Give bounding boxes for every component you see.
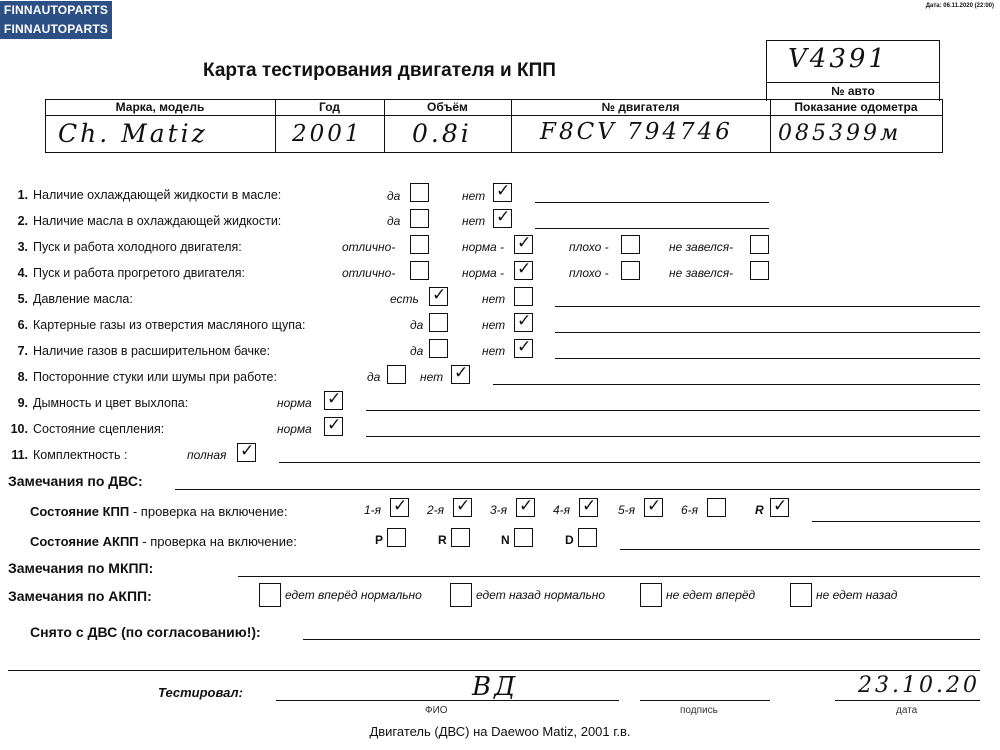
remarks-dvs-label: Замечания по ДВС: (8, 473, 143, 489)
question-9: 9. Дымность и цвет выхлопа: (17, 396, 189, 410)
date-caption: дата (896, 705, 918, 716)
question-1: 1. Наличие охлаждающей жидкости в масле: (17, 188, 282, 202)
gear-label: 6-я (681, 503, 699, 517)
option-da-label: да (387, 214, 401, 228)
option-ne-zavelsya-label: не завелся- (669, 240, 734, 254)
checkbox-q10-norma[interactable] (324, 417, 343, 436)
option-net-label: нет (462, 189, 486, 203)
image-caption: Двигатель (ДВС) на Daewoo Matiz, 2001 г.в. (369, 724, 631, 739)
removed-line[interactable] (303, 639, 980, 640)
checkbox-q3-plokho[interactable] (621, 235, 640, 254)
option-plokho-label: плохо - (569, 266, 609, 280)
checkbox-q11-polnaya[interactable] (237, 443, 256, 462)
checkbox-akpp-n[interactable] (514, 528, 533, 547)
notes-line (555, 358, 980, 359)
question-11: 11. Комплектность : (11, 448, 128, 462)
option-da-label: да (367, 370, 381, 384)
notes-line (555, 306, 980, 307)
akpp-mode-label: N (501, 533, 510, 547)
option-ne-zavelsya-label: не завелся- (669, 266, 734, 280)
checkbox-akpp-r[interactable] (451, 528, 470, 547)
col-year-header: Год (319, 100, 340, 114)
notes-line (493, 384, 980, 385)
gear-label: 4-я (553, 503, 571, 517)
divider (766, 82, 940, 83)
akpp-mode-label: P (375, 533, 384, 547)
option-da-label: да (387, 189, 401, 203)
checkbox-q7-da[interactable] (429, 339, 448, 358)
auto-number-value: V4391 (788, 44, 888, 74)
option-da-label: да (410, 344, 424, 358)
akpp-option-label: едет назад нормально (476, 588, 606, 602)
checkbox-q4-ne-zavelsya[interactable] (750, 261, 769, 280)
option-est-label: есть (390, 292, 419, 306)
checkbox-gear-5[interactable] (644, 498, 663, 517)
option-plokho-label: плохо - (569, 240, 609, 254)
checkbox-akpp-no-back[interactable] (790, 583, 812, 607)
gear-label: 2-я (427, 503, 445, 517)
option-otlichno-label: отлично- (342, 266, 396, 280)
option-norma-label: норма - (462, 266, 505, 280)
gear-label: R (755, 503, 764, 517)
notes-line (620, 549, 980, 550)
divider (8, 670, 980, 671)
checkbox-q5-net[interactable] (514, 287, 533, 306)
volume-value: 0.8i (412, 119, 472, 148)
option-net-label: нет (482, 292, 506, 306)
remarks-akpp-label: Замечания по АКПП: (8, 588, 152, 604)
akpp-option-label: едет вперёд нормально (285, 588, 422, 602)
notes-line (279, 462, 980, 463)
checkbox-q2-net[interactable] (493, 209, 512, 228)
notes-line (366, 436, 980, 437)
option-polnaya-label: полная (187, 448, 227, 462)
odometer-value: 085399м (778, 121, 902, 146)
gear-label: 1-я (364, 503, 382, 517)
fio-caption: ФИО (425, 705, 448, 716)
checkbox-q4-plokho[interactable] (621, 261, 640, 280)
checkbox-q1-net[interactable] (493, 183, 512, 202)
option-net-label: нет (482, 318, 506, 332)
checkbox-akpp-back-ok[interactable] (450, 583, 472, 607)
option-norma-label: норма - (462, 240, 505, 254)
checkbox-q8-net[interactable] (451, 365, 470, 384)
checkbox-q7-net[interactable] (514, 339, 533, 358)
fio-line (276, 700, 619, 701)
checkbox-akpp-p[interactable] (387, 528, 406, 547)
checkbox-q3-norma[interactable] (514, 235, 533, 254)
remarks-dvs-line[interactable] (175, 489, 980, 490)
notes-line (555, 332, 980, 333)
auto-number-label: № авто (831, 84, 875, 98)
year-value: 2001 (292, 121, 363, 147)
option-norma-label: норма (277, 396, 312, 410)
checkbox-q1-da[interactable] (410, 183, 429, 202)
question-7: 7. Наличие газов в расширительном бачке: (17, 344, 271, 358)
remarks-mkpp-label: Замечания по МКПП: (8, 560, 154, 576)
question-2: 2. Наличие масла в охлаждающей жидкости: (17, 214, 282, 228)
question-8: 8. Посторонние стуки или шумы при работе: (17, 370, 277, 384)
question-10: 10. Состояние сцепления: (10, 422, 165, 436)
logo: FINNAUTOPARTS (0, 1, 112, 20)
checkbox-gear-4[interactable] (579, 498, 598, 517)
logo-secondary: FINNAUTOPARTS (0, 20, 112, 39)
checkbox-q9-norma[interactable] (324, 391, 343, 410)
option-net-label: нет (420, 370, 444, 384)
sign-line (640, 700, 770, 701)
gear-label: 5-я (618, 503, 636, 517)
page-title: Карта тестирования двигателя и КПП (203, 60, 556, 81)
akpp-option-label: не едет вперёд (666, 588, 756, 602)
print-date: Дата: 06.11.2020 (22:00) (925, 3, 994, 9)
checkbox-q4-norma[interactable] (514, 261, 533, 280)
tested-label: Тестировал: (158, 685, 243, 700)
date-value: 23.10.20 (858, 673, 980, 698)
engine-value: F8CV 794746 (540, 119, 733, 145)
notes-line (812, 521, 980, 522)
option-net-label: нет (482, 344, 506, 358)
removed-label: Снято с ДВС (по согласованию!): (30, 624, 261, 640)
signature-value: ВД (472, 672, 519, 702)
gear-label: 3-я (490, 503, 508, 517)
date-line (835, 700, 980, 701)
notes-line (366, 410, 980, 411)
akpp-label: Состояние АКПП - проверка на включение: (30, 534, 297, 549)
question-5: 5. Давление масла: (17, 292, 133, 306)
option-da-label: да (410, 318, 424, 332)
notes-line (535, 202, 769, 203)
notes-line (535, 228, 769, 229)
kpp-label: Состояние КПП - проверка на включение: (30, 504, 288, 519)
remarks-mkpp-line[interactable] (238, 576, 980, 577)
checkbox-gear-6[interactable] (707, 498, 726, 517)
col-engine-header: № двигателя (601, 100, 680, 114)
checkbox-gear-r[interactable] (770, 498, 789, 517)
checkbox-q3-ne-zavelsya[interactable] (750, 235, 769, 254)
model-value: Ch. Matiz (58, 119, 208, 148)
akpp-option-label: не едет назад (816, 588, 898, 602)
option-otlichno-label: отлично- (342, 240, 396, 254)
col-odometer-header: Показание одометра (794, 100, 918, 114)
checkbox-q3-otlichno[interactable] (410, 235, 429, 254)
option-norma-label: норма (277, 422, 312, 436)
question-4: 4. Пуск и работа прогретого двигателя: (17, 266, 245, 280)
checkbox-akpp-no-forward[interactable] (640, 583, 662, 607)
question-3: 3. Пуск и работа холодного двигателя: (17, 240, 242, 254)
checkbox-gear-1[interactable] (390, 498, 409, 517)
divider (45, 115, 943, 116)
checkbox-gear-3[interactable] (516, 498, 535, 517)
question-6: 6. Картерные газы из отверстия масляного щупа: (17, 318, 306, 332)
sign-caption: подпись (680, 705, 718, 716)
checkbox-q4-otlichno[interactable] (410, 261, 429, 280)
checkbox-akpp-d[interactable] (578, 528, 597, 547)
col-volume-header: Объём (427, 100, 468, 114)
checkbox-q6-da[interactable] (429, 313, 448, 332)
checkbox-q2-da[interactable] (410, 209, 429, 228)
akpp-mode-label: D (565, 533, 574, 547)
checkbox-q5-est[interactable] (429, 287, 448, 306)
col-model-header: Марка, модель (115, 100, 205, 114)
akpp-mode-label: R (438, 533, 447, 547)
option-net-label: нет (462, 214, 486, 228)
checkbox-q6-net[interactable] (514, 313, 533, 332)
checkbox-akpp-forward-ok[interactable] (259, 583, 281, 607)
checkbox-gear-2[interactable] (453, 498, 472, 517)
checkbox-q8-da[interactable] (387, 365, 406, 384)
